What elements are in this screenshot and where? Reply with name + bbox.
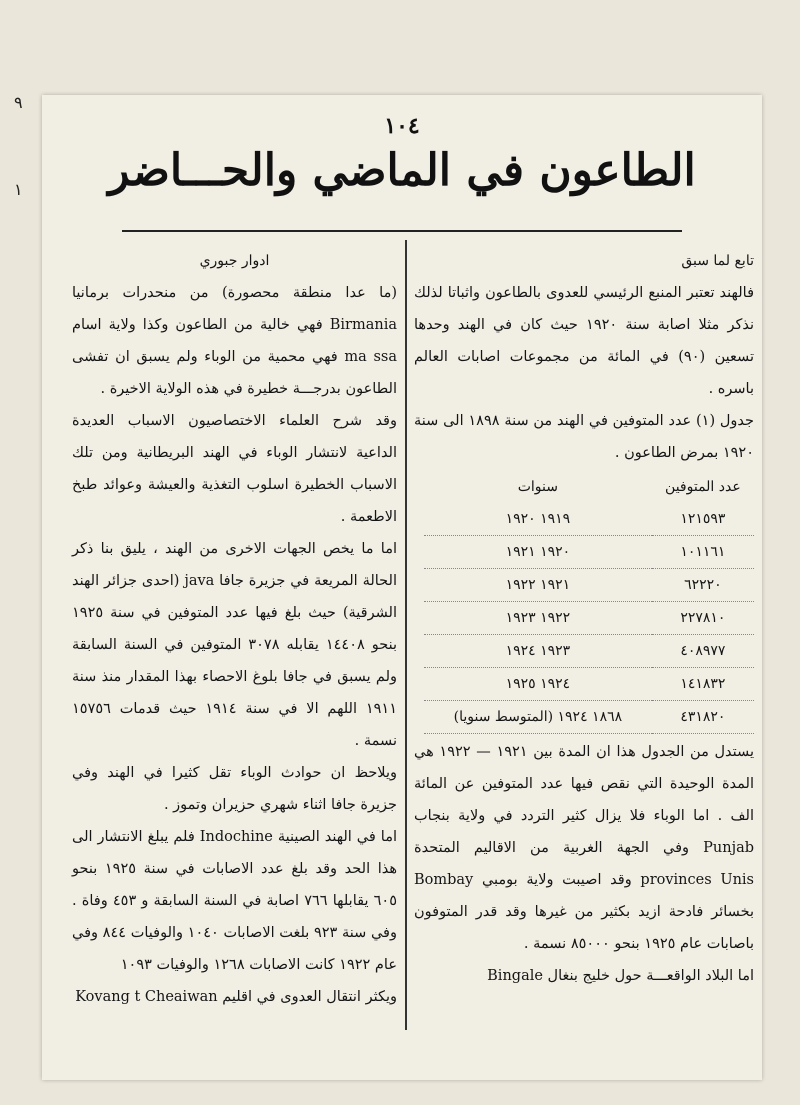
years-cell: ١٨٦٨ ١٩٢٤ (المتوسط سنويا) — [424, 701, 652, 734]
deaths-header: عدد المتوفين — [665, 479, 741, 495]
deaths-cell: ١٤١٨٣٢ — [652, 668, 754, 701]
margin-mark-top: ٩ — [14, 93, 23, 112]
column-divider — [405, 240, 407, 1030]
table-row — [424, 602, 754, 635]
years-cell: ١٩٢٢ ١٩٢٣ — [424, 602, 652, 635]
paragraph: يستدل من الجدول هذا ان المدة بين ١٩٢١ — ١٩٢٢ هي المدة الوحيدة التي نقص فيها عدد المتوفين عن المائة الف . اما الوباء فلا يزال كثير التردد في ولاية بنجاب Punjab وفي الجهة الغربية من الاقاليم المتحدة provinces Unis وقد اصيبت ولاية بومبي Bombay بخسائر فادحة ازيد بكثير من غيرها وقد قدر المتوفون باصابات عام ١٩٢٥ بنحو ٨٥٠٠٠ نسمة . — [414, 744, 755, 952]
table-caption: جدول (١) عدد المتوفين في الهند من سنة ١٨٩٨ الى سنة ١٩٢٠ بمرض الطاعون . — [414, 413, 754, 461]
paragraph: اما ما يخص الجهات الاخرى من الهند ، يليق بنا ذكر الحالة المريعة في جزيرة جافا java (احدى جزائر الهند الشرقية) حيث بلغ فيها عدد المتوفين في سنة ١٩٢٥ بنحو ١٤٤٠٨ يقابله ٣٠٧٨ المتوفين في السنة السابقة ولم يسبق في جافا بلوغ الاحصاء بهذا المقدار منذ سنة ١٩١١ اللهم الا في سنة ١٩١٤ حيث قدمات ١٥٧٥٦ نسمة . — [72, 541, 397, 749]
table-row — [424, 503, 754, 536]
deaths-cell: ٤٣١٨٢٠ — [652, 701, 754, 734]
years-cell: ١٩١٩ ١٩٢٠ — [424, 503, 652, 536]
years-header: سنوات — [517, 479, 558, 495]
table-row — [424, 701, 754, 734]
years-cell: ١٩٢١ ١٩٢٢ — [424, 569, 652, 602]
title-divider — [122, 230, 682, 232]
deaths-cell: ١٢١٥٩٣ — [652, 503, 754, 536]
paragraph: ويلاحظ ان حوادث الوباء تقل كثيرا في الهند وفي جزيرة جافا اثناء شهري حزيران وتموز . — [72, 765, 397, 813]
document-page — [42, 95, 762, 1080]
left-column-heading: ادوار جبوري — [199, 253, 270, 269]
deaths-cell: ٢٢٧٨١٠ — [652, 602, 754, 635]
paragraph: (ما عدا منطقة محصورة) من منحدرات برمانيا Birmania فهي خالية من الطاعون وكذا ولاية اسام ma ssa فهي محمية من الوباء ولم يسبق ان تفشى الطاعون بدرجـــة خطيرة في هذه الولاية الاخيرة . — [72, 285, 398, 397]
margin-mark-lower: ١ — [14, 180, 23, 199]
table-row — [424, 635, 754, 668]
years-cell: ١٩٢٤ ١٩٢٥ — [424, 668, 652, 701]
page-title: الطاعون في الماضي والحـــاضر — [108, 145, 696, 196]
deaths-cell: ٤٠٨٩٧٧ — [652, 635, 754, 668]
table-row — [424, 536, 754, 569]
table-header-row — [424, 471, 754, 503]
right-column — [414, 245, 754, 992]
paragraph: وقد شرح العلماء الاختصاصيون الاسباب العديدة الداعية لانتشار الوباء في الهند البريطانية ومن تلك الاسباب الخطيرة اسلوب التغذية والعيشة وعوائد طبخ الاطعمة . — [72, 413, 397, 525]
page-number: ١٠٤ — [384, 113, 420, 139]
left-column — [72, 245, 397, 1013]
deaths-table — [424, 471, 754, 734]
paragraph: اما البلاد الواقعـــة حول خليج بنغال Bingale — [487, 968, 754, 984]
paragraph: ويكثر انتقال العدوى في اقليم Kovang t Cheaiwan — [75, 989, 397, 1005]
right-column-heading: تابع لما سبق — [681, 253, 754, 269]
table-row — [424, 668, 754, 701]
paragraph: فالهند تعتبر المنبع الرئيسي للعدوى بالطاعون واثباتا لذلك نذكر مثلا اصابة سنة ١٩٢٠ حيث كان في الهند وحدها تسعين (٩٠) في المائة من مجموعات اصابات العالم باسره . — [414, 285, 754, 397]
table-row — [424, 569, 754, 602]
years-cell: ١٩٢٠ ١٩٢١ — [424, 536, 652, 569]
deaths-cell: ٦٢٢٢٠ — [652, 569, 754, 602]
deaths-cell: ١٠١١٦١ — [652, 536, 754, 569]
years-cell: ١٩٢٣ ١٩٢٤ — [424, 635, 652, 668]
paragraph: اما في الهند الصينية Indochine فلم يبلغ الانتشار الى هذا الحد وقد بلغ عدد الاصابات في سنة ١٩٢٥ بنحو ٦٠٥ يقابلها ٧٦٦ اصابة في السنة السابقة و ٤٥٣ وفاة . وفي سنة ٩٢٣ بلغت الاصابات ١٠٤٠ والوفيات ٨٤٤ وفي عام ١٩٢٢ كانت الاصابات ١٢٦٨ والوفيات ١٠٩٣ — [72, 829, 398, 973]
